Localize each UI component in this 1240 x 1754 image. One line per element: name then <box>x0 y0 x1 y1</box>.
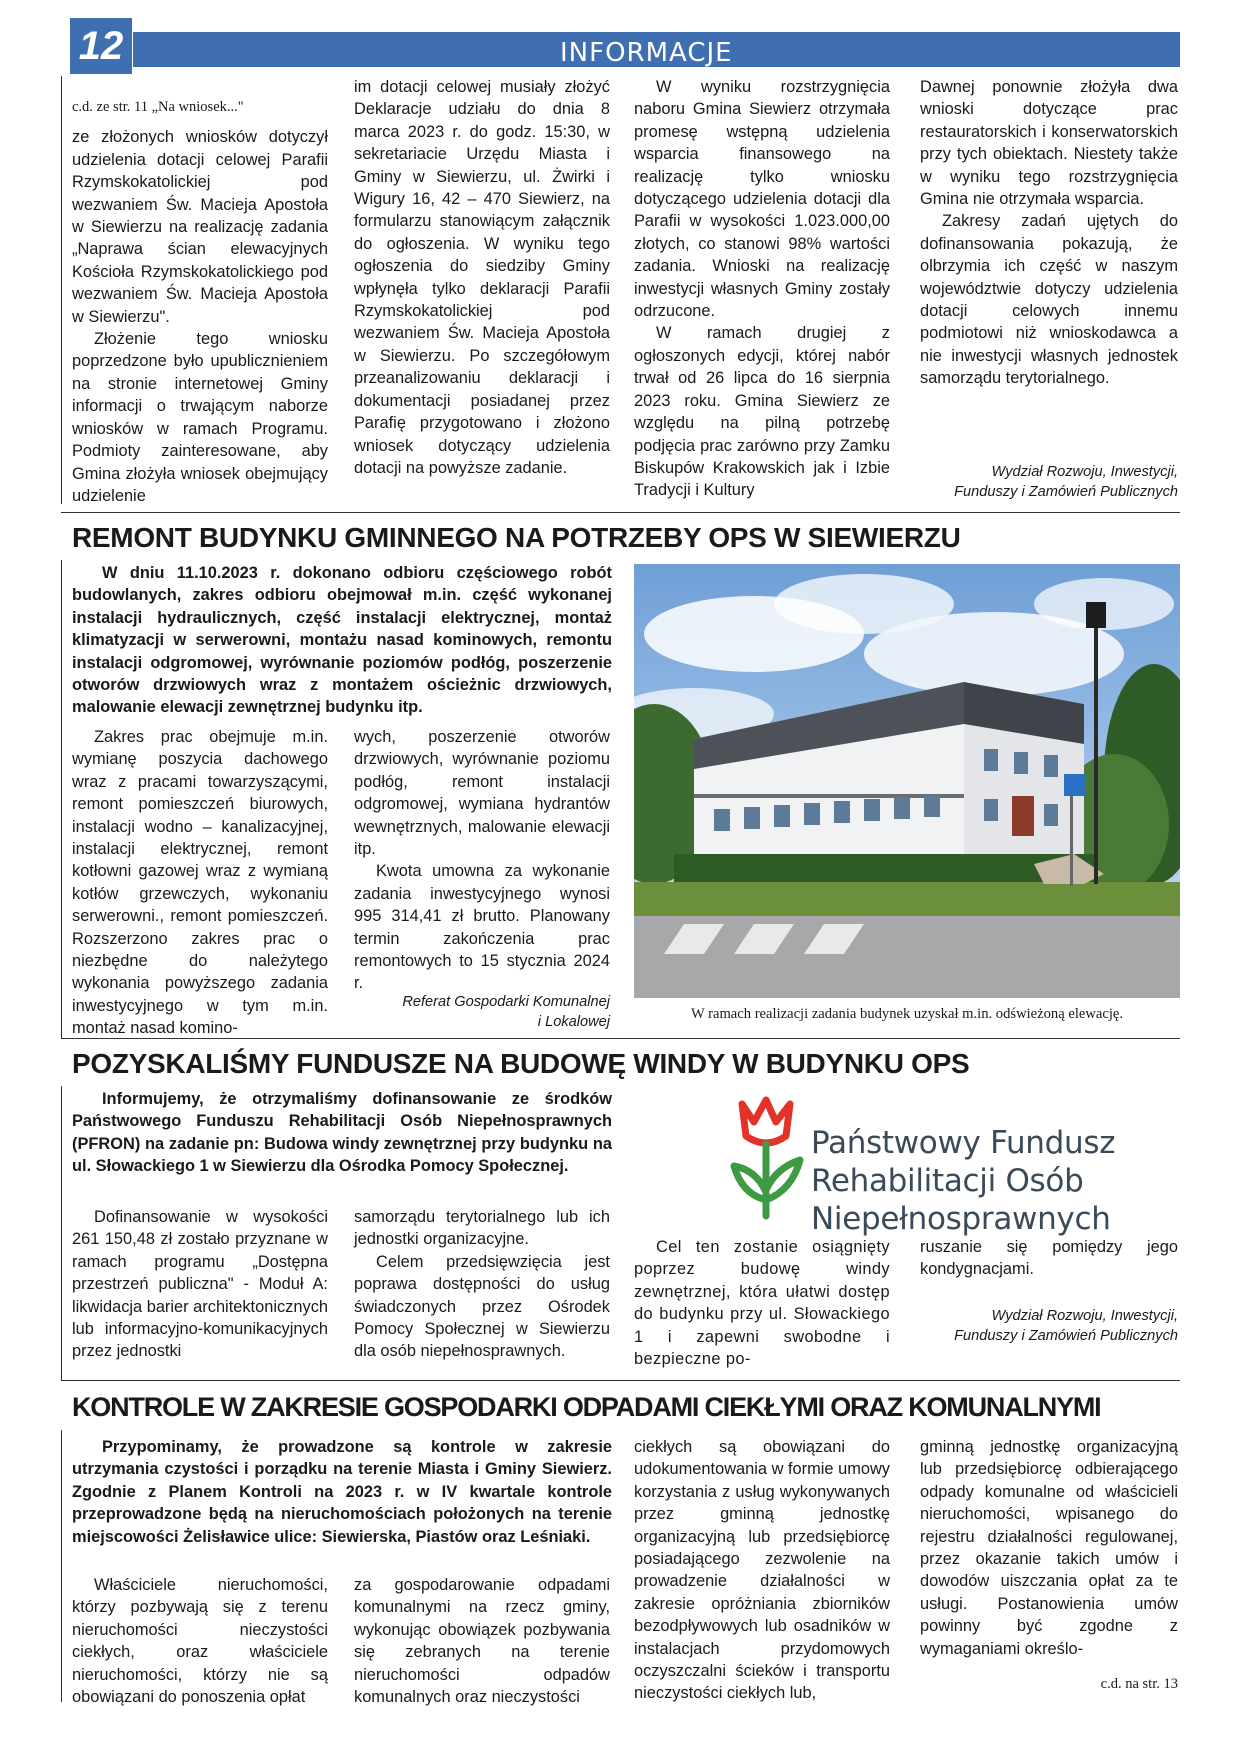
article2-title: POZYSKALIŚMY FUNDUSZE NA BUDOWĘ WINDY W BUDYNKU OPS <box>72 1048 970 1079</box>
paragraph: gminną jednostkę organizacyjną lub przedsiębiorcę odbierającego odpady komunalne od właścicieli nieruchomości, wpisanego do rejestru działalności regulowanej, przez okazanie takich umów i dowodów uiszczania opłat za te usługi. Postanowienia umów powinny być zgodne z wymaganiami określo- <box>920 1438 1178 1658</box>
signature-article1 <box>354 992 610 1032</box>
section-divider <box>61 1038 1180 1039</box>
paragraph: Dawnej ponownie złożyła dwa wnioski dotyczące prac restauratorskich i konserwatorskich przy tych obiektach. Niestety także w wyniku tego rozstrzygnięcia Gmina nie otrzymała wsparcia. <box>920 78 1178 209</box>
building-photo <box>634 564 1180 998</box>
signature-line: Wydział Rozwoju, Inwestycji, <box>991 464 1178 480</box>
signature-article2 <box>900 1306 1178 1346</box>
paragraph: Cel ten zostanie osiągnięty poprzez budowę windy zewnętrznej, która ułatwi dostęp do budynku przy ul. Słowackiego 1 i zapewni swobodne i bezpieczne po- <box>634 1238 890 1369</box>
paragraph: samorządu terytorialnego lub ich jednostki organizacyjne. <box>354 1208 610 1249</box>
signature-line: Funduszy i Zamówień Publicznych <box>954 484 1178 500</box>
section-divider <box>61 512 1180 513</box>
paragraph: wych, poszerzenie otworów drzwiowych, wyrównanie poziomu podłóg, remont instalacji odgromowej, wymiana hydrantów wewnętrznych, malowanie elewacji itp. <box>354 728 610 859</box>
paragraph: za gospodarowanie odpadami komunalnymi na rzecz gminy, wykonując obowiązek pozbywania się zebranych na terenie nieruchomości odpadów komunalnych oraz nieczystości <box>354 1576 610 1707</box>
article3-lead: Przypominamy, że prowadzone są kontrole w zakresie utrzymania czystości i porządku na terenie Miasta i Gminy Siewierz. Zgodnie z Planem Kontroli na 2023 r. w IV kwartale kontrole przeprowadzone będą na nieruchomościach położonych na terenie miejscowości Żelisławice ulice: Siewierska, Piastów oraz Leśniaki. <box>72 1438 612 1546</box>
intro-col-1 <box>72 96 328 507</box>
paragraph: W wyniku rozstrzygnięcia naboru Gmina Siewierz otrzymała promesę wstępną udzielenia wsparcia finansowego na realizację tylko wniosku dotyczącego udzielenia dotacji dla Parafii w wysokości 1.023.000,00 złotych, co stanowi 98% wartości zadania. Wnioski na realizację inwestycji własnych Gminy zostały odrzucone. <box>634 78 890 321</box>
paragraph: Zakres prac obejmuje m.in. wymianę poszycia dachowego wraz z pracami towarzyszącymi, remont pomieszczeń biurowych, instalacji wodno – kanalizacyjnej, instalacji elektrycznej, remont kotłowni gazowej wraz z wymianą kotłów grzewczych, wykonaniu serwerowni., remont pomieszczeń. Rozszerzono zakres prac o niezbędne do należytego wykonania powyższego zadania inwestycyjnego w tym m.in. montaż nasad komino- <box>72 728 328 1038</box>
intro-col-2 <box>354 76 610 479</box>
paragraph: W ramach drugiej z ogłoszonych edycji, której nabór trwał od 26 lipca do 16 sierpnia 2023 roku. Gmina Siewierz ze względu na pilną potrzebę podjęcia prac zarówno przy Zamku Biskupów Krakowskich jak i Izbie Tradycji i Kultury <box>634 324 890 500</box>
article3-col-4 <box>920 1436 1178 1660</box>
article1-col-1 <box>72 726 328 1040</box>
article3-col-3 <box>634 1436 890 1705</box>
paragraph: Właściciele nieruchomości, którzy pozbywają się z terenu nieruchomości nieczystości ciekłych, oraz właściciele nieruchomości, którzy nie są obowiązani do ponoszenia opłat <box>72 1576 328 1707</box>
article2-col-4 <box>920 1236 1178 1281</box>
paragraph: ciekłych są obowiązani do udokumentowania w formie umowy korzystania z usług wykonywanych przez gminną jednostkę organizacyjną lub przedsiębiorcę posiadającego zezwolenie na prowadzenie działalności w zakresie opróżniania zbiorników bezodpływowych lub osadników w instalacjach przydomowych oczyszczalni ścieków i transportu nieczystości ciekłych lub, <box>634 1438 890 1703</box>
logo-line: Rehabilitacji Osób <box>811 1163 1084 1199</box>
signature-line: Funduszy i Zamówień Publicznych <box>954 1328 1178 1344</box>
article2-lead: Informujemy, że otrzymaliśmy dofinansowanie ze środków Państwowego Funduszu Rehabilitacji Osób Niepełnosprawnych (PFRON) na zadanie pn: Budowa windy zewnętrznej przy budynku na ul. Słowackiego 1 w Siewierzu dla Ośrodka Pomocy Społecznej. <box>72 1090 612 1176</box>
building-illustration <box>634 564 1180 998</box>
column-divider <box>61 1430 62 1702</box>
article2-col-3 <box>634 1236 890 1370</box>
article3-title: KONTROLE W ZAKRESIE GOSPODARKI ODPADAMI CIEKŁYMI ORAZ KOMUNALNYMI <box>72 1392 1101 1422</box>
article1-title: REMONT BUDYNKU GMINNEGO NA POTRZEBY OPS W SIEWIERZU <box>72 522 961 553</box>
logo-line: Państwowy Fundusz <box>811 1125 1116 1161</box>
paragraph: im dotacji celowej musiały złożyć Deklaracje udziału do dnia 8 marca 2023 r. do godz. 15:30, w sekretariacie Urzędu Miasta i Gminy w Siewierzu, ul. Żwirki i Wigury 16, 42 – 470 Siewierz, na formularzu stanowiącym załącznik do ogłoszenia. W wyniku tego ogłoszenia do siedziby Gminy wpłynęła tylko deklaracji Parafii Rzymskokatolickiej pod wezwaniem Św. Macieja Apostoła w Siewierzu. Po szczegółowym przeanalizowaniu deklaracji i dokumentacji posiadanej przez Parafię przygotowano i złożono wniosek dotyczący udzielenia dotacji na powyższe zadanie. <box>354 78 610 477</box>
paragraph: ze złożonych wniosków dotyczył udzielenia dotacji celowej Parafii Rzymskokatolickiej pod wezwaniem Św. Macieja Apostoła w Siewierzu na realizację zadania „Naprawa ścian elewacyjnych Kościoła Rzymskokatolickiego pod wezwaniem Św. Macieja Apostoła w Siewierzu". <box>72 128 328 326</box>
column-divider <box>61 76 62 504</box>
article1-lead: W dniu 11.10.2023 r. dokonano odbioru częściowego robót budowlanych, zakres odbioru obejmował m.in. część wykonanej instalacji hydraulicznych, część instalacji elektrycznej, montaż klimatyzacji w serwerowni, montażu nasad kominowych, remontu instalacji odgromowej, wyrównanie poziomów podłóg, poszerzenie otworów drzwiowych wraz z montażem ościeżnic drzwiowych, malowanie elewacji zewnętrznej budynku itp. <box>72 564 612 717</box>
article3-col-2 <box>354 1574 610 1708</box>
signature-intro <box>900 462 1178 502</box>
article2-col-2 <box>354 1206 610 1363</box>
continued-to: c.d. na str. 13 <box>1100 1676 1178 1692</box>
continued-from: c.d. ze str. 11 „Na wniosek..." <box>72 99 244 115</box>
intro-col-3 <box>634 76 890 502</box>
page-number: 12 <box>70 18 132 74</box>
intro-col-4 <box>920 76 1178 390</box>
paragraph: Dofinansowanie w wysokości 261 150,48 zł zostało przyznane w ramach programu „Dostępna przestrzeń publiczna" - Moduł A: likwidacja barier architektonicznych lub informacyjno-komunikacyjnych przez jednostki <box>72 1208 328 1361</box>
paragraph: Zakresy zadań ujętych do dofinansowania pokazują, że olbrzymia ich część w naszym województwie dotyczy udzielenia dotacji celowych innemu podmiotowi niż wnioskodawca a nie inwestycji własnych jednostek samorządu terytorialnego. <box>920 212 1178 388</box>
paragraph: Złożenie tego wniosku poprzedzone było upublicznieniem na stronie internetowej Gminy informacji o trwającym naborze wniosków w ramach Programu. Podmioty zainteresowane, aby Gmina złożyła wniosek obejmujący udzielenie <box>72 330 328 505</box>
article2-col-1 <box>72 1206 328 1363</box>
column-divider <box>61 1086 62 1380</box>
article1-col-2 <box>354 726 610 995</box>
paragraph: Celem przedsięwzięcia jest poprawa dostępności do usług świadczonych przez Ośrodek Pomocy Społecznej w Siewierzu dla osób niepełnosprawnych. <box>354 1252 610 1361</box>
logo-line: Niepełnosprawnych <box>811 1201 1111 1237</box>
photo-caption: W ramach realizacji zadania budynek uzyskał m.in. odświeżoną elewację. <box>690 1006 1124 1022</box>
signature-line: Wydział Rozwoju, Inwestycji, <box>991 1308 1178 1324</box>
pfron-logo-text <box>811 1124 1115 1238</box>
signature-line: i Lokalowej <box>537 1014 610 1030</box>
section-divider <box>61 1380 1180 1381</box>
tulip-icon <box>720 1096 810 1236</box>
paragraph: ruszanie się pomiędzy jego kondygnacjami. <box>920 1238 1178 1279</box>
article3-col-1 <box>72 1574 328 1708</box>
section-title: INFORMACJE <box>560 38 733 68</box>
signature-line: Referat Gospodarki Komunalnej <box>402 994 610 1010</box>
column-divider <box>61 560 62 1038</box>
paragraph: Kwota umowna za wykonanie zadania inwestycyjnego wynosi 995 314,41 zł brutto. Planowany termin zakończenia prac remontowych to 15 stycznia 2024 r. <box>354 862 610 993</box>
